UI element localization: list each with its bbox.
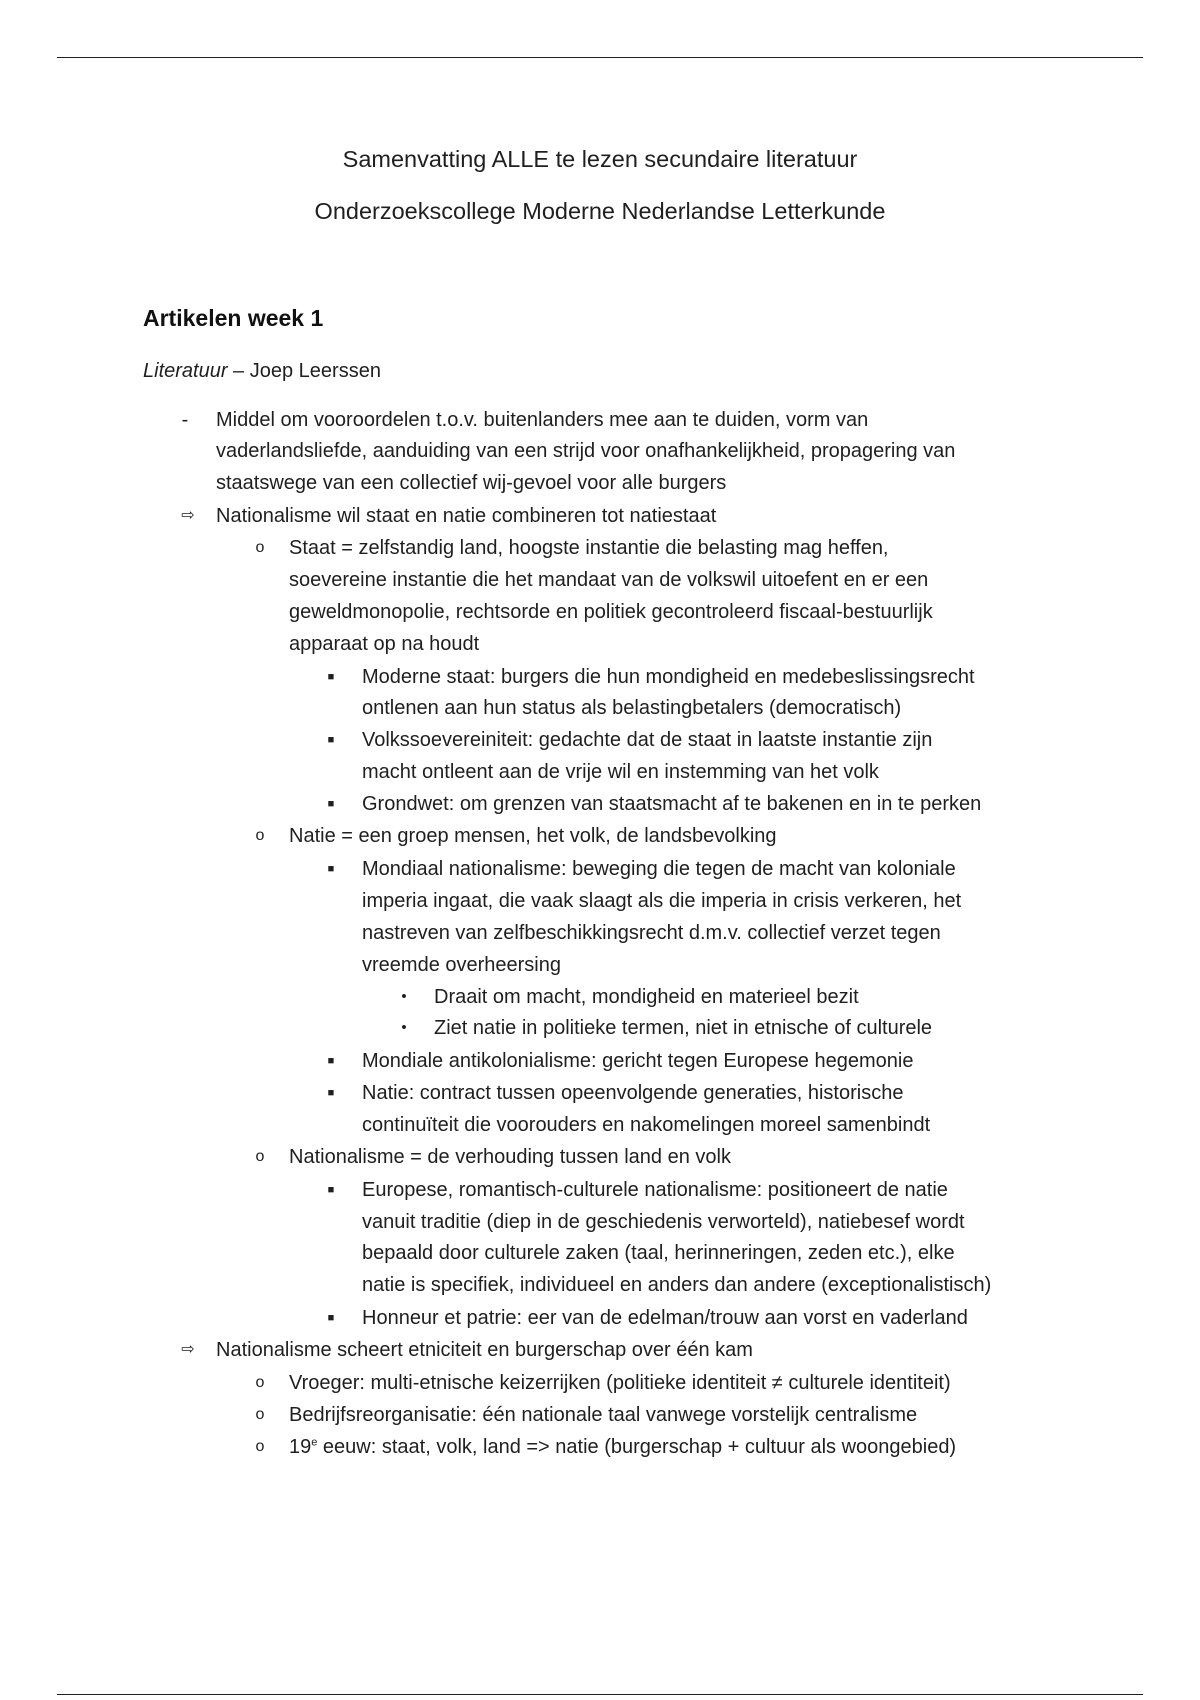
list-item-text: vanuit traditie (diep in de geschiedenis verworteld), natiebesef wordt	[362, 1211, 965, 1233]
list-item-text: Middel om vooroordelen t.o.v. buitenlanders mee aan te duiden, vorm van	[216, 409, 869, 431]
dash-bullet-marker: -	[181, 409, 189, 431]
list-item-text: vreemde overheersing	[362, 954, 561, 976]
list-item-text: Mondiale antikolonialisme: gericht tegen Europese hegemonie	[362, 1050, 914, 1072]
circle-bullet-marker: o	[255, 1406, 265, 1423]
list-item-text: Natie = een groep mensen, het volk, de landsbevolking	[289, 825, 777, 847]
century-line-text: eeuw: staat, volk, land => natie (burgerschap + cultuur als woongebied)	[317, 1436, 957, 1458]
list-item-text: Draait om macht, mondigheid en materieel bezit	[434, 986, 859, 1008]
list-item-text: Natie: contract tussen opeenvolgende generaties, historische	[362, 1082, 904, 1104]
circle-bullet-marker: o	[255, 1438, 265, 1455]
list-item-text: natie is specifiek, individueel en anders dan andere (exceptionalistisch)	[362, 1274, 992, 1296]
square-bullet-marker: ■	[327, 1055, 335, 1067]
list-item-text: macht ontleent aan de vrije wil en instemming van het volk	[362, 761, 879, 783]
list-item-text: ontlenen aan hun status als belastingbetalers (democratisch)	[362, 697, 902, 719]
square-bullet-marker: ■	[327, 798, 335, 810]
circle-bullet-marker: o	[255, 1148, 265, 1165]
square-bullet-marker: ■	[327, 734, 335, 746]
document-title: Samenvatting ALLE te lezen secundaire literatuur	[342, 146, 858, 172]
circle-bullet-marker: o	[255, 539, 265, 556]
document-subtitle: Onderzoekscollege Moderne Nederlandse Letterkunde	[314, 198, 886, 224]
list-item-text: Nationalisme wil staat en natie combineren tot natiestaat	[216, 505, 717, 527]
list-item-text: Europese, romantisch-culturele nationalisme: positioneert de natie	[362, 1179, 948, 1201]
square-bullet-marker: ■	[327, 1312, 335, 1324]
arrow-bullet-icon: ⇨	[181, 507, 195, 524]
list-item-text: continuïteit die voorouders en nakomelingen moreel samenbindt	[362, 1114, 931, 1136]
footer-rule	[57, 1694, 1143, 1695]
list-item-text: staatswege van een collectief wij-gevoel voor alle burgers	[216, 472, 727, 494]
list-item-text: Moderne staat: burgers die hun mondigheid en medebeslissingsrecht	[362, 666, 975, 688]
square-bullet-marker: ■	[327, 671, 335, 683]
square-bullet-marker: ■	[327, 1184, 335, 1196]
dot-bullet-marker: •	[401, 988, 407, 1005]
header-rule	[57, 57, 1143, 58]
list-item-text: bepaald door culturele zaken (taal, herinneringen, zeden etc.), elke	[362, 1242, 955, 1264]
list-item-text: imperia ingaat, die vaak slaagt als die imperia in crisis verkeren, het	[362, 890, 962, 912]
list-item-text: Ziet natie in politieke termen, niet in etnische of culturele	[434, 1017, 933, 1039]
source-line	[143, 360, 381, 383]
list-item-text: Mondiaal nationalisme: beweging die tegen de macht van koloniale	[362, 858, 956, 880]
list-item-text: Staat = zelfstandig land, hoogste instantie die belasting mag heffen,	[289, 537, 889, 559]
list-item-text: Nationalisme = de verhouding tussen land en volk	[289, 1146, 731, 1168]
list-item-text	[289, 1435, 956, 1459]
list-item-text: nastreven van zelfbeschikkingsrecht d.m.v. collectief verzet tegen	[362, 922, 941, 944]
list-item-text: apparaat op na houdt	[289, 633, 480, 655]
source-author: – Joep Leerssen	[227, 360, 381, 382]
circle-bullet-marker: o	[255, 827, 265, 844]
square-bullet-marker: ■	[327, 1087, 335, 1099]
list-item-text: Vroeger: multi-etnische keizerrijken (politieke identiteit ≠ culturele identiteit)	[289, 1372, 951, 1394]
list-item-text: Bedrijfsreorganisatie: één nationale taal vanwege vorstelijk centralisme	[289, 1404, 918, 1426]
section-heading: Artikelen week 1	[143, 305, 324, 331]
list-item-text: Volkssoevereiniteit: gedachte dat de staat in laatste instantie zijn	[362, 729, 933, 751]
square-bullet-marker: ■	[327, 863, 335, 875]
list-item-text: Honneur et patrie: eer van de edelman/trouw aan vorst en vaderland	[362, 1307, 968, 1329]
arrow-bullet-icon: ⇨	[181, 1341, 195, 1358]
list-item-text: Nationalisme scheert etniciteit en burgerschap over één kam	[216, 1339, 753, 1361]
list-item-text: Grondwet: om grenzen van staatsmacht af te bakenen en in te perken	[362, 793, 982, 815]
list-item-text: geweldmonopolie, rechtsorde en politiek gecontroleerd fiscaal-bestuurlijk	[289, 601, 933, 623]
list-item-text: soevereine instantie die het mandaat van de volkswil uitoefent en er een	[289, 569, 929, 591]
circle-bullet-marker: o	[255, 1374, 265, 1391]
century-superscript: e	[311, 1436, 318, 1449]
source-title: Literatuur	[143, 360, 228, 382]
century-number: 19	[289, 1436, 312, 1458]
list-item-text: vaderlandsliefde, aanduiding van een strijd voor onafhankelijkheid, propagering van	[216, 440, 956, 462]
dot-bullet-marker: •	[401, 1019, 407, 1036]
